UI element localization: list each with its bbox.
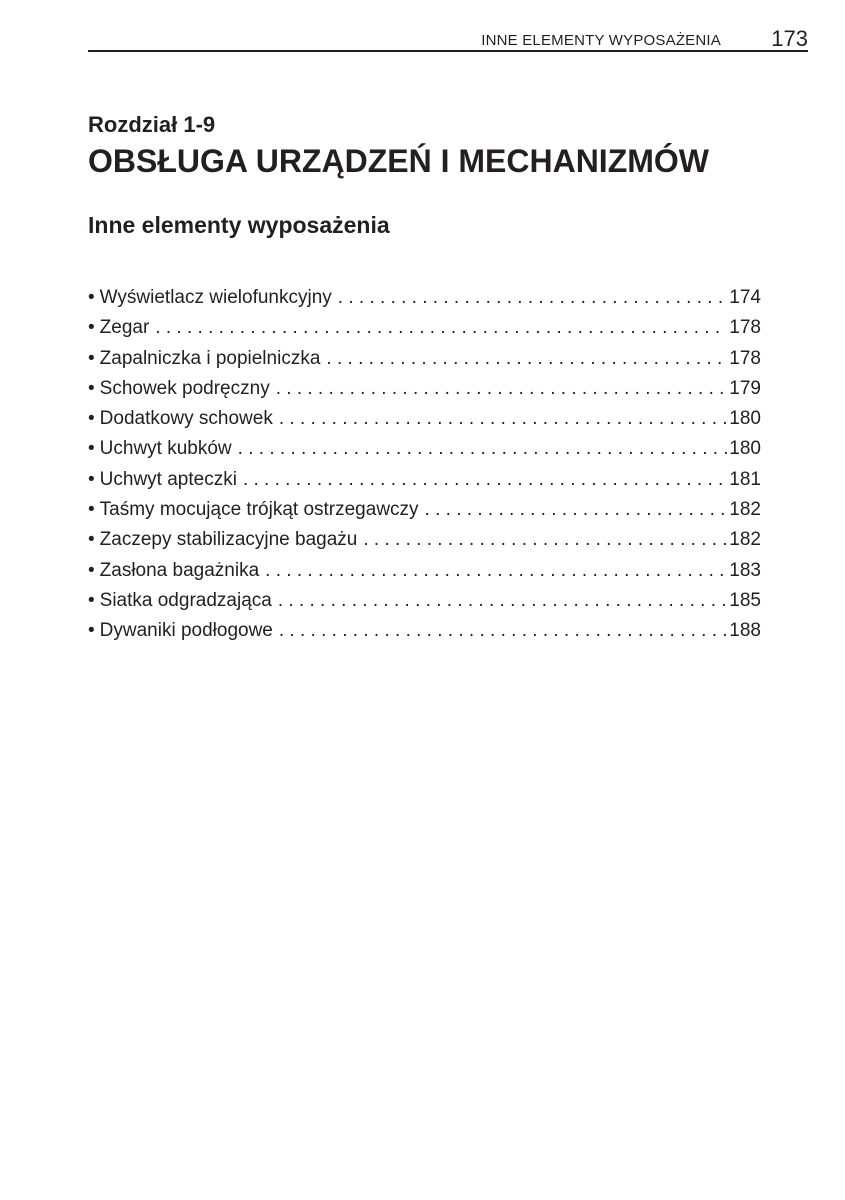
bullet-icon: • bbox=[88, 317, 95, 339]
toc-entry-label: Zasłona bagażnika bbox=[99, 559, 260, 581]
toc-entry-label: Zegar bbox=[99, 317, 150, 339]
toc-entry-label: Schowek podręczny bbox=[99, 377, 270, 399]
bullet-icon: • bbox=[88, 347, 95, 369]
dot-leader bbox=[278, 586, 727, 616]
running-header bbox=[88, 26, 808, 52]
toc-entry-label: Dodatkowy schowek bbox=[99, 408, 273, 430]
bullet-icon: • bbox=[88, 499, 95, 521]
toc-entry-label: Uchwyt apteczki bbox=[99, 468, 237, 490]
toc-entry-page: 180 bbox=[729, 408, 761, 430]
toc-entry-page: 182 bbox=[729, 529, 761, 551]
chapter-label: Rozdział 1-9 bbox=[88, 112, 216, 137]
section-title: Inne elementy wyposażenia bbox=[88, 212, 390, 238]
toc-entry-page: 178 bbox=[729, 317, 761, 339]
toc-entry-label: Wyświetlacz wielofunkcyjny bbox=[99, 287, 332, 308]
bullet-icon: • bbox=[88, 408, 95, 430]
toc-entry-label: Zaczepy stabilizacyjne bagażu bbox=[99, 529, 358, 551]
toc-entry[interactable] bbox=[88, 495, 761, 525]
toc-entry-page: 185 bbox=[729, 589, 761, 611]
toc-entry-page: 182 bbox=[729, 499, 761, 521]
toc-entry-page: 178 bbox=[729, 347, 761, 369]
bullet-icon: • bbox=[88, 438, 95, 460]
dot-leader bbox=[276, 374, 728, 404]
toc-entry[interactable] bbox=[88, 344, 761, 374]
page-number: 173 bbox=[771, 26, 808, 51]
toc-entry[interactable] bbox=[88, 586, 761, 616]
dot-leader bbox=[363, 525, 727, 555]
toc-entry-label: Dywaniki podłogowe bbox=[99, 620, 273, 642]
toc-entry-label: Zapalniczka i popielniczka bbox=[99, 347, 321, 369]
bullet-icon: • bbox=[88, 529, 95, 551]
toc-entry-page: 188 bbox=[729, 620, 761, 642]
dot-leader bbox=[425, 495, 728, 525]
chapter-title: OBSŁUGA URZĄDZEŃ I MECHANIZMÓW bbox=[88, 143, 709, 179]
toc-entry-label: Taśmy mocujące trójkąt ostrzegawczy bbox=[99, 499, 419, 521]
toc-entry[interactable] bbox=[88, 525, 761, 555]
bullet-icon: • bbox=[88, 377, 95, 399]
toc-entry[interactable] bbox=[88, 313, 761, 343]
toc-entry-label: Uchwyt kubków bbox=[99, 438, 232, 460]
bullet-icon: • bbox=[88, 620, 95, 642]
toc-entry-page: 174 bbox=[729, 287, 761, 308]
bullet-icon: • bbox=[88, 287, 95, 308]
toc-entry[interactable] bbox=[88, 374, 761, 404]
toc-entry[interactable] bbox=[88, 283, 761, 313]
dot-leader bbox=[243, 465, 727, 495]
toc-entry-page: 180 bbox=[729, 438, 761, 460]
toc-entry[interactable] bbox=[88, 616, 761, 646]
dot-leader bbox=[279, 616, 727, 646]
table-of-contents bbox=[88, 283, 761, 647]
toc-entry[interactable] bbox=[88, 556, 761, 586]
dot-leader bbox=[338, 283, 728, 313]
bullet-icon: • bbox=[88, 559, 95, 581]
bullet-icon: • bbox=[88, 468, 95, 490]
toc-entry-page: 181 bbox=[729, 468, 761, 490]
dot-leader bbox=[155, 313, 727, 343]
toc-entry[interactable] bbox=[88, 404, 761, 434]
dot-leader bbox=[265, 556, 727, 586]
toc-entry-page: 183 bbox=[729, 559, 761, 581]
toc-entry-page: 179 bbox=[729, 377, 761, 399]
running-title: INNE ELEMENTY WYPOSAŻENIA bbox=[481, 32, 721, 49]
bullet-icon: • bbox=[88, 589, 95, 611]
toc-entry[interactable] bbox=[88, 465, 761, 495]
dot-leader bbox=[279, 404, 727, 434]
header-rule bbox=[88, 50, 808, 52]
toc-entry[interactable] bbox=[88, 434, 761, 464]
dot-leader bbox=[238, 434, 728, 464]
dot-leader bbox=[326, 344, 727, 374]
toc-entry-label: Siatka odgradzająca bbox=[99, 589, 272, 611]
